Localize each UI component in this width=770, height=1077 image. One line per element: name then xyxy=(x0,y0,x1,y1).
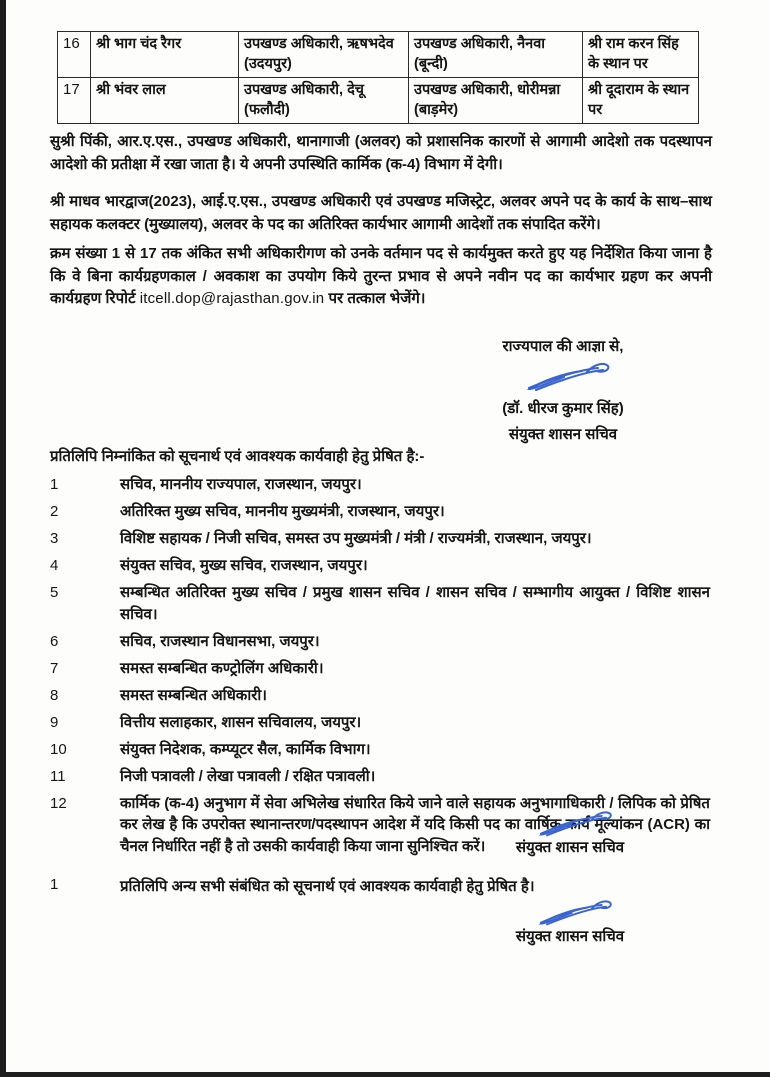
item-number: 11 xyxy=(50,767,66,785)
list-item xyxy=(50,474,714,496)
cell-officer-name: श्री भाग चंद रैगर xyxy=(91,32,239,78)
item-text: प्रतिलिपि अन्य सभी संबंधित को सूचनार्थ एवं आवश्यक कार्यवाही हेतु प्रेषित है। xyxy=(120,878,535,895)
table-row xyxy=(58,32,699,78)
item-number: 5 xyxy=(50,584,59,601)
list-item xyxy=(50,739,714,761)
item-text: समस्त सम्बन्धित अधिकारी। xyxy=(120,686,267,704)
item-number: 2 xyxy=(50,503,59,520)
item-text: सचिव, माननीय राज्यपाल, राजस्थान, जयपुर। xyxy=(120,476,362,493)
email-text: itcell.dop@rajasthan.gov.in xyxy=(139,290,325,307)
item-text: सम्बन्धित अतिरिक्त मुख्य सचिव / प्रमुख शासन सचिव / शासन सचिव / सम्भागीय आयुक्त / विशिष्ट शासन सचिव। xyxy=(120,584,710,623)
item-number: 4 xyxy=(50,557,59,574)
cell-remark: श्री राम करन सिंह के स्थान पर xyxy=(583,32,699,78)
item-number: 6 xyxy=(50,632,59,650)
cell-serial: 16 xyxy=(58,32,91,78)
list-item xyxy=(50,712,714,734)
cell-new-post: उपखण्ड अधिकारी, धोरीमन्ना (बाड़मेर) xyxy=(409,78,583,124)
item-text: निजी पत्रावली / लेखा पत्रावली / रक्षित पत्रावली। xyxy=(120,767,376,785)
copy-list-header: प्रतिलिपि निम्नांकित को सूचनार्थ एवं आवश्यक कार्यवाही हेतु प्रेषित है:- xyxy=(50,448,425,465)
item-number: 8 xyxy=(50,686,59,704)
copy-list xyxy=(50,474,714,863)
signature-scribble-icon xyxy=(524,359,616,393)
item-text: विशिष्ट सहायक / निजी सचिव, समस्त उप मुख्यमंत्री / मंत्री / राज्यमंत्री, राजस्थान, जयपुर। xyxy=(120,530,592,547)
item-text: कार्मिक (क-4) अनुभाग में सेवा अभिलेख संधारित किये जाने वाले सहायक अनुभागाधिकारी / लिपिक को प्रेषित कर लेख है कि उपरोक्त स्थानान्तरण/पदस्थापन आदेश में यदि किसी पद का वार्षिक कार्य मूल्यांकन (ACR) का चैनल निर्धारित नहीं है तो उसकी कार्यवाही किया जाना सुनिश्चित करें। xyxy=(120,794,710,855)
item-text: संयुक्त निदेशक, कम्प्यूटर सैल, कार्मिक विभाग। xyxy=(120,740,371,758)
signatory-title: संयुक्त शासन सचिव xyxy=(508,426,618,443)
signature-block-third xyxy=(495,895,645,947)
signature-scribble-icon xyxy=(535,897,619,927)
signature-block-main xyxy=(468,337,658,445)
list-item xyxy=(50,582,714,625)
signatory-title: संयुक्त शासन सचिव xyxy=(515,928,625,945)
item-number: 12 xyxy=(50,794,67,812)
list-item xyxy=(50,766,714,788)
item-text: सचिव, राजस्थान विधानसभा, जयपुर। xyxy=(120,632,320,650)
table-row xyxy=(58,78,699,124)
item-number: 7 xyxy=(50,659,59,677)
para-posting-wait: सुश्री पिंकी, आर.ए.एस., उपखण्ड अधिकारी, थानागाजी (अलवर) को प्रशासनिक कारणों से आगामी आदेशो तक पदस्थापन आदेशो की प्रतीक्षा में रखा जाता है। ये अपनी उपस्थिति कार्मिक (क-4) विभाग में देगी। xyxy=(50,133,712,173)
item-text: वित्तीय सलाहकार, शासन सचिवालय, जयपुर। xyxy=(120,713,362,731)
cell-new-post: उपखण्ड अधिकारी, नैनवा (बून्दी) xyxy=(409,32,583,78)
item-number: 10 xyxy=(50,740,67,758)
list-item xyxy=(50,501,714,523)
item-text: संयुक्त सचिव, मुख्य सचिव, राजस्थान, जयपुर। xyxy=(120,557,368,574)
list-item xyxy=(50,658,714,680)
para-directive-text: क्रम संख्या 1 से 17 तक अंकित सभी अधिकारीगण को उनके वर्तमान पद से कार्यमुक्त करते हुए यह निर्देशित किया जाना है कि वे बिना कार्यग्रहणकाल / अवकाश का उपयोग किये तुरन्त प्रभाव से अपने नवीन पद का कार्यभार ग्रहण कर अपनी कार्यग्रहण रिपोर्ट xyxy=(50,245,712,307)
signatory-title: संयुक्त शासन सचिव xyxy=(515,839,625,856)
cell-remark: श्री दूदाराम के स्थान पर xyxy=(583,78,699,124)
item-number: 1 xyxy=(50,476,59,493)
final-note xyxy=(50,876,714,896)
para-directive xyxy=(50,243,712,311)
signatory-name: (डॉ. धीरज कुमार सिंह) xyxy=(502,400,624,417)
para-directive-tail: पर तत्काल भेजेंगे। xyxy=(324,290,426,307)
list-item xyxy=(50,631,714,653)
list-item xyxy=(50,555,714,577)
para-additional-charge: श्री माधव भारद्वाज(2023), आई.ए.एस., उपखण्ड अधिकारी एवं उपखण्ड मजिस्ट्रेट, अलवर अपने पद के कार्य के साथ–साथ सहायक कलक्टर (मुख्यालय), अलवर के पद का अतिरिक्त कार्यभार आगामी आदेशों तक संपादित करेंगे। xyxy=(50,193,712,233)
item-text: समस्त सम्बन्धित कण्ट्रोलिंग अधिकारी। xyxy=(120,659,324,677)
item-number: 9 xyxy=(50,713,59,731)
item-number: 3 xyxy=(50,530,59,547)
cell-current-post: उपखण्ड अधिकारी, देचू (फलौदी) xyxy=(239,78,409,124)
cell-officer-name: श्री भंवर लाल xyxy=(91,78,239,124)
cell-serial: 17 xyxy=(58,78,91,124)
scan-border-bottom xyxy=(0,1072,770,1077)
list-item xyxy=(50,685,714,707)
signature-scribble-icon xyxy=(535,808,619,838)
transfer-table xyxy=(57,31,699,124)
item-text: अतिरिक्त मुख्य सचिव, माननीय मुख्यमंत्री, राजस्थान, जयपुर। xyxy=(120,503,445,520)
item-number: 1 xyxy=(50,876,59,893)
scan-border-left xyxy=(0,0,6,1077)
by-order-text: राज्यपाल की आज्ञा से, xyxy=(502,338,624,355)
cell-current-post: उपखण्ड अधिकारी, ऋषभदेव (उदयपुर) xyxy=(239,32,409,78)
signature-block-second xyxy=(495,806,645,858)
list-item xyxy=(50,528,714,550)
